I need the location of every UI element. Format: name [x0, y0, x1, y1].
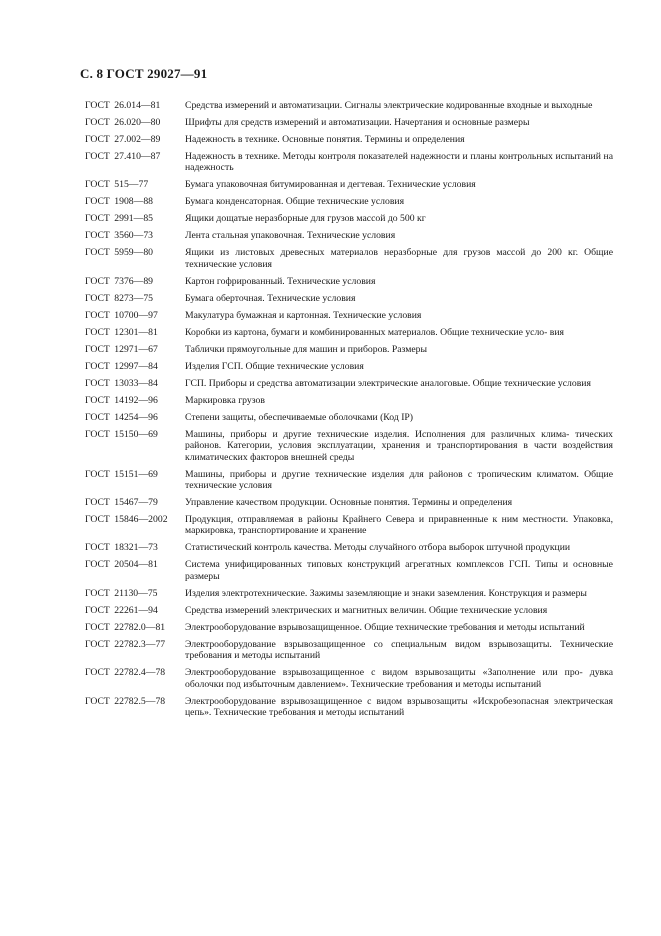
- reference-row: [85, 378, 613, 389]
- standard-title: Ящики дощатые неразборные для грузов массой до 500 кг: [185, 213, 426, 225]
- reference-row: [85, 395, 613, 406]
- standard-code: ГОСТ 10700—97: [85, 309, 158, 321]
- standard-code: ГОСТ 22782.4—78: [85, 667, 166, 679]
- reference-row: [85, 696, 613, 719]
- standard-title: Ящики из листовых древесных материалов неразборные для грузов массой до 200 кг. Общие технические условия: [185, 247, 613, 270]
- standard-title: Степени защиты, обеспечиваемые оболочками (Код IP): [185, 411, 414, 423]
- standard-code: ГОСТ 22782.3—77: [85, 638, 166, 650]
- standard-code: ГОСТ 12971—67: [85, 343, 158, 355]
- standard-title: Надежность в технике. Основные понятия. Термины и определения: [185, 134, 465, 145]
- reference-row: [85, 497, 613, 508]
- standard-title: Электрооборудование взрывозащищенное с видом взрывозащиты «Заполнение или про- дувка оболочки под избыточным давлением». Технические требования и методы испытаний: [185, 667, 613, 690]
- standard-title: Управление качеством продукции. Основные понятия. Термины и определения: [185, 497, 513, 509]
- standard-code: ГОСТ 22782.0—81: [85, 621, 166, 633]
- standard-title: Картон гофрированный. Технические условия: [185, 275, 376, 287]
- standard-title: Изделия электротехнические. Зажимы заземляющие и знаки заземления. Конструкция и размеры: [185, 587, 587, 599]
- standard-title: Машины, приборы и другие технические изделия для районов с тропическим климатом. Общие технические условия: [185, 468, 613, 492]
- standard-title: Статистический контроль качества. Методы случайного отбора выборок штучной продукции: [185, 542, 571, 554]
- standard-title: Средства измерений электрических и магнитных величин. Общие технические условия: [185, 604, 548, 616]
- standard-title: Электрооборудование взрывозащищенное с видом взрывозащиты «Искробезопасная электрическая цепь». Технические требования и методы испытаний: [185, 695, 613, 719]
- page-header: С. 8 ГОСТ 29027—91: [80, 66, 208, 81]
- reference-row: [85, 588, 613, 599]
- standard-code: ГОСТ 515—77: [85, 179, 149, 191]
- reference-row: [85, 559, 613, 582]
- standard-title: Машины, приборы и другие технические изделия. Исполнения для различных клима- тических районов. Категории, условия эксплуатации, хранения и транспортирования в части воздействия климатических факторов внешней среды: [185, 428, 613, 463]
- standard-code: ГОСТ 7376—89: [85, 275, 154, 287]
- standard-code: ГОСТ 22782.5—78: [85, 695, 166, 707]
- standard-title: ГСП. Приборы и средства автоматизации электрические аналоговые. Общие технические условия: [185, 377, 591, 389]
- reference-row: [85, 514, 613, 537]
- standard-code: ГОСТ 20504—81: [85, 559, 158, 571]
- reference-row: [85, 412, 613, 423]
- reference-row: [85, 344, 613, 355]
- reference-row: [85, 542, 613, 553]
- standard-code: ГОСТ 5959—80: [85, 247, 154, 259]
- standard-code: ГОСТ 27.002—89: [85, 134, 161, 145]
- reference-row: [85, 429, 613, 463]
- reference-row: [85, 151, 613, 174]
- standard-code: ГОСТ 3560—73: [85, 230, 154, 242]
- reference-row: [85, 179, 613, 190]
- standard-code: ГОСТ 12997—84: [85, 360, 158, 372]
- standard-title: Лента стальная упаковочная. Технические условия: [185, 230, 396, 242]
- reference-row: [85, 230, 613, 241]
- reference-row: [85, 276, 613, 287]
- reference-row: [85, 310, 613, 321]
- standard-code: ГОСТ 15467—79: [85, 497, 158, 509]
- reference-row: [85, 639, 613, 662]
- standard-code: ГОСТ 14254—96: [85, 411, 158, 423]
- standard-code: ГОСТ 21130—75: [85, 587, 158, 599]
- standard-title: Таблички прямоугольные для машин и приборов. Размеры: [185, 343, 428, 355]
- standard-title: Изделия ГСП. Общие технические условия: [185, 360, 364, 372]
- standard-code: ГОСТ 2991—85: [85, 213, 154, 225]
- reference-row: [85, 196, 613, 207]
- standard-code: ГОСТ 22261—94: [85, 604, 158, 616]
- standard-title: Коробки из картона, бумаги и комбинированных материалов. Общие технические усло- вия: [185, 326, 564, 338]
- reference-row: [85, 469, 613, 492]
- standard-code: ГОСТ 15846—2002: [85, 514, 168, 526]
- reference-row: [85, 117, 613, 128]
- standard-title: Шрифты для средств измерений и автоматизации. Начертания и основные размеры: [185, 117, 530, 128]
- reference-row: [85, 247, 613, 270]
- standard-title: Бумага оберточная. Технические условия: [185, 292, 356, 304]
- standard-code: ГОСТ 18321—73: [85, 542, 158, 554]
- standard-code: ГОСТ 13033—84: [85, 377, 158, 389]
- standard-code: ГОСТ 14192—96: [85, 394, 158, 406]
- reference-row: [85, 605, 613, 616]
- standard-title: Электрооборудование взрывозащищенное. Общие технические требования и методы испытаний: [185, 621, 585, 633]
- standard-title: Маркировка грузов: [185, 394, 265, 406]
- reference-row: [85, 327, 613, 338]
- standard-title: Макулатура бумажная и картонная. Технические условия: [185, 309, 422, 321]
- standard-code: ГОСТ 12301—81: [85, 326, 158, 338]
- standard-code: ГОСТ 26.020—80: [85, 117, 161, 128]
- standard-title: Надежность в технике. Методы контроля показателей надежности и планы контрольных испытаний на надежность: [185, 151, 613, 174]
- reference-row: [85, 100, 613, 111]
- standard-code: ГОСТ 15150—69: [85, 428, 158, 440]
- reference-list: [85, 100, 613, 724]
- standard-title: Бумага конденсаторная. Общие технические условия: [185, 196, 405, 208]
- reference-row: [85, 134, 613, 145]
- reference-row: [85, 622, 613, 633]
- standard-title: Продукция, отправляемая в районы Крайнего Севера и приравненные к ним местности. Упаковка, маркировка, транспортирование и хранение: [185, 514, 613, 537]
- reference-row: [85, 667, 613, 690]
- reference-row: [85, 361, 613, 372]
- standard-code: ГОСТ 15151—69: [85, 468, 158, 480]
- standard-code: ГОСТ 27.410—87: [85, 151, 161, 162]
- standard-title: Средства измерений и автоматизации. Сигналы электрические кодированные входные и выходные: [185, 100, 593, 111]
- reference-row: [85, 213, 613, 224]
- standard-code: ГОСТ 8273—75: [85, 292, 154, 304]
- standard-title: Электрооборудование взрывозащищенное со специальным видом взрывозащиты. Технические требования и методы испытаний: [185, 638, 613, 662]
- standard-title: Система унифицированных типовых конструкций агрегатных комплексов ГСП. Типы и основные размеры: [185, 559, 613, 582]
- standard-code: ГОСТ 26.014—81: [85, 100, 161, 111]
- reference-row: [85, 293, 613, 304]
- standard-title: Бумага упаковочная битумированная и дегтевая. Технические условия: [185, 179, 476, 191]
- standard-code: ГОСТ 1908—88: [85, 196, 154, 208]
